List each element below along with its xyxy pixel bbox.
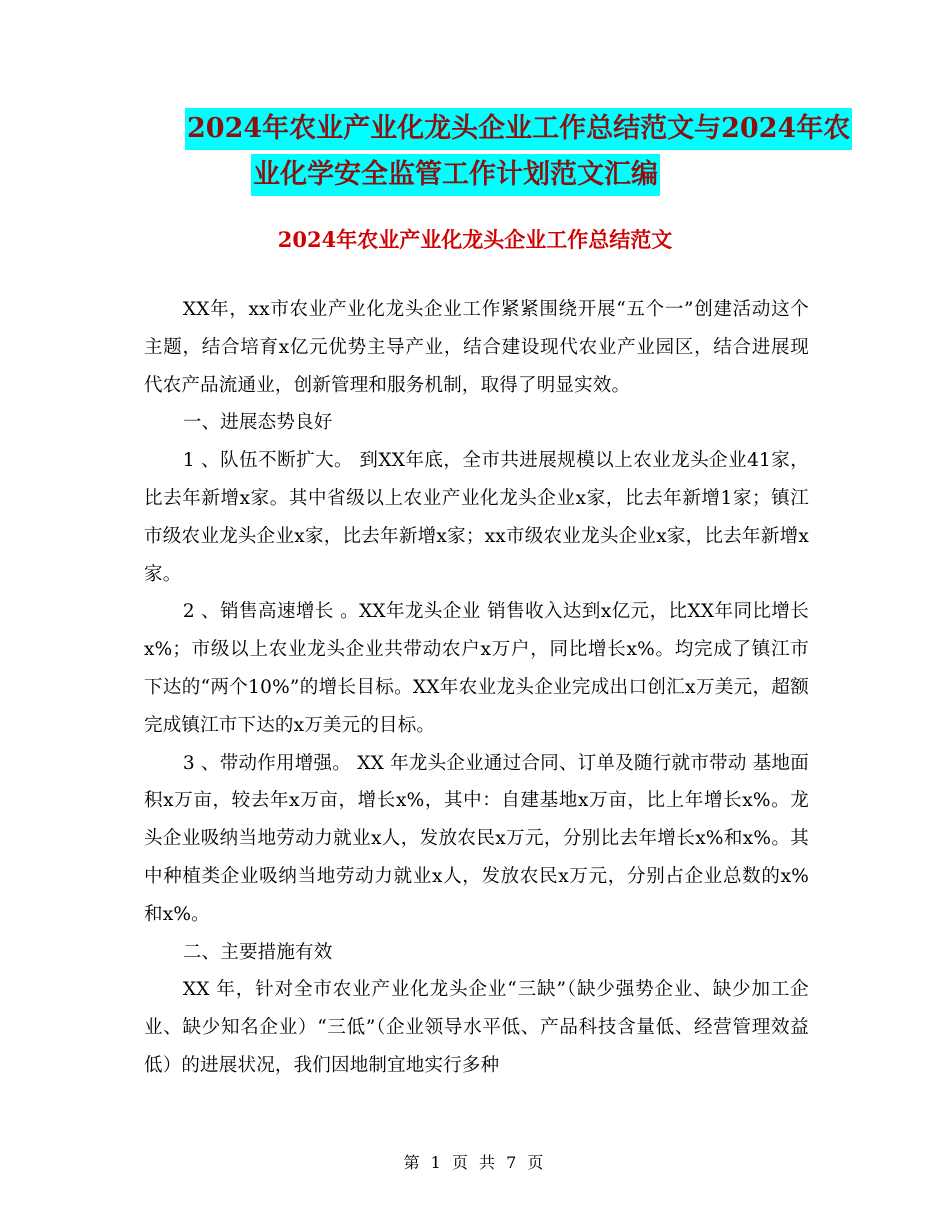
paragraph-intro: XX年，xx市农业产业化龙头企业工作紧紧围绕开展“五个一”创建活动这个主题，结合培育x亿元优势主导产业，结合建设现代农业产业园区，结合进展现代农产品流通业，创新管理和服务机制，取得了明显实效。 [144, 299, 809, 396]
paragraph-item-1: 1 、队伍不断扩大。 到XX年底，全市共进展规模以上农业龙头企业41家，比去年新增x家。其中省级以上农业产业化龙头企业x家，比去年新增1家；镇江市级农业龙头企业x家，比去年新增x家；xx市级农业龙头企业x家，比去年新增x家。 [144, 450, 809, 585]
page-number-footer: 第 1 页 共 7 页 [403, 1153, 547, 1172]
document-title-line-2: 业化学安全监管工作计划范文汇编 [251, 154, 660, 196]
heading-part-one: 一、进展态势良好 [182, 412, 333, 434]
paragraph-item-3: 3 、带动作用增强。 XX 年龙头企业通过合同、订单及随行就市带动 基地面积x万亩，较去年x万亩，增长x%，其中：自建基地x万亩，比上年增长x%。龙头企业吸纳当地劳动力就业x人，发放农民x万元，分别比去年增长x%和x%。其中种植类企业吸纳当地劳动力就业x人，发放农民x万元，分别占企业总数的x%和x%。 [144, 752, 809, 925]
document-title-line-1: 2024年农业产业化龙头企业工作总结范文与2024年农 [185, 108, 852, 150]
paragraph-item-2: 2 、销售高速增长 。XX年龙头企业 销售收入达到x亿元，比XX年同比增长x%；市级以上农业龙头企业共带动农户x万户，同比增长x%。均完成了镇江市下达的“两个10%”的增长目标。XX年农业龙头企业完成出口创汇x万美元，超额完成镇江市下达的x万美元的目标。 [144, 601, 809, 736]
section-heading: 2024年农业产业化龙头企业工作总结范文 [277, 227, 673, 252]
document-body [144, 291, 809, 1085]
paragraph-measures: XX 年，针对全市农业产业化龙头企业“三缺”（缺少强势企业、缺少加工企业、缺少知名企业）“三低”（企业领导水平低、产品科技含量低、经营管理效益低）的进展状况，我们因地制宜地实行多种 [144, 979, 809, 1076]
heading-part-two: 二、主要措施有效 [182, 941, 333, 963]
